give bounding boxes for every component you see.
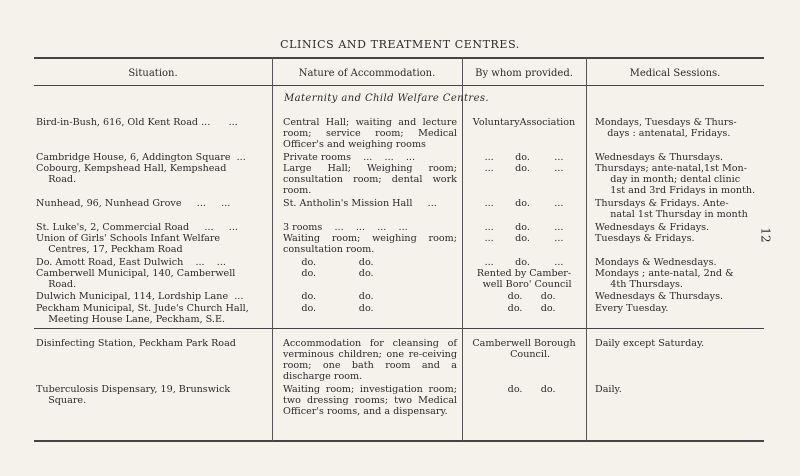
disinfecting-rule — [34, 328, 764, 329]
row-sessions: Wednesdays & Thursdays. — [595, 152, 724, 163]
row-nature: Central Hall; waiting and lecture room; service room; Medical Officer's and weighing rooms — [283, 117, 461, 150]
row-sessions: Thursdays; ante-natal,1st Mon- day in month; dental clinic 1st and 3rd Fridays in month. — [595, 163, 756, 196]
row-situation: Disinfecting Station, Peckham Park Road — [36, 338, 236, 349]
row-provided: do. do. — [492, 291, 556, 302]
row-situation: Union of Girls' Schools Infant Welfare Centres, 17, Peckham Road — [36, 233, 221, 255]
row-provided: Rented by Camber- well Boro' Council — [476, 268, 572, 290]
row-nature: Large Hall; Weighing room; consultation room; dental work room. — [283, 163, 461, 196]
row-nature: 3 rooms ... ... ... ... — [283, 222, 408, 233]
section-heading: Maternity and Child Welfare Centres. — [284, 93, 490, 104]
row-situation: Peckham Municipal, St. Jude's Church Hall, Meeting House Lane, Peckham, S.E. — [36, 303, 249, 325]
row-nature: do. do. — [283, 291, 374, 302]
row-provided: VoluntaryAssociation — [472, 117, 576, 128]
row-situation: Dulwich Municipal, 114, Lordship Lane ... — [36, 291, 244, 302]
row-sessions: Daily except Saturday. — [595, 338, 705, 349]
header-rule — [34, 85, 764, 86]
column-divider-3 — [586, 57, 587, 441]
row-situation: Cambridge House, 6, Addington Square ... — [36, 152, 246, 163]
row-nature: do. do. — [283, 268, 374, 279]
row-provided: Camberwell Borough Council. — [472, 338, 576, 360]
page-number: 12 — [758, 227, 773, 243]
row-provided: ... do. ... — [484, 152, 564, 163]
bottom-rule — [34, 440, 764, 442]
row-nature: do. do. — [283, 303, 374, 314]
row-provided: do. do. — [492, 384, 556, 395]
row-nature: Waiting room; investigation room; two dressing rooms; two Medical Officer's rooms, and a dispensary. — [283, 384, 461, 417]
row-provided: ... do. ... — [484, 257, 564, 268]
header-nature: Nature of Accommodation. — [298, 68, 436, 79]
column-divider-1 — [272, 57, 273, 441]
row-nature: St. Antholin's Mission Hall ... — [283, 198, 437, 209]
row-provided: ... do. ... — [484, 222, 564, 233]
row-sessions: Mondays ; ante-natal, 2nd & 4th Thursdays. — [595, 268, 734, 290]
header-situation: Situation. — [128, 68, 178, 79]
row-sessions: Wednesdays & Fridays. — [595, 222, 710, 233]
header-provided: By whom provided. — [475, 68, 573, 79]
row-situation: St. Luke's, 2, Commercial Road ... ... — [36, 222, 238, 233]
row-sessions: Every Tuesday. — [595, 303, 669, 314]
row-sessions: Wednesdays & Thursdays. — [595, 291, 724, 302]
row-nature: do. do. — [283, 257, 374, 268]
row-situation: Cobourg, Kempshead Hall, Kempshead Road. — [36, 163, 227, 185]
header-sessions: Medical Sessions. — [629, 68, 721, 79]
table-title: CLINICS AND TREATMENT CENTRES. — [280, 38, 520, 51]
row-sessions: Tuesdays & Fridays. — [595, 233, 695, 244]
row-provided: do. do. — [492, 303, 556, 314]
row-situation: Camberwell Municipal, 140, Camberwell Road. — [36, 268, 236, 290]
row-provided: ... do. ... — [484, 163, 564, 174]
row-situation: Tuberculosis Dispensary, 19, Brunswick Square. — [36, 384, 231, 406]
row-situation: Bird-in-Bush, 616, Old Kent Road ... ... — [36, 117, 238, 128]
row-provided: ... do. ... — [484, 233, 564, 244]
top-rule — [34, 57, 764, 59]
row-sessions: Mondays, Tuesdays & Thurs- days : antenatal, Fridays. — [595, 117, 737, 139]
column-divider-2 — [462, 57, 463, 441]
row-situation: Do. Amott Road, East Dulwich ... ... — [36, 257, 226, 268]
row-nature: Waiting room; weighing room; consultation room. — [283, 233, 461, 255]
row-sessions: Mondays & Wednesdays. — [595, 257, 717, 268]
row-sessions: Thursdays & Fridays. Ante- natal 1st Thursday in month — [595, 198, 748, 220]
row-provided: ... do. ... — [484, 198, 564, 209]
row-nature: Accommodation for cleansing of verminous children; one re-ceiving room; one bath room and a discharge room. — [283, 338, 461, 382]
row-situation: Nunhead, 96, Nunhead Grove ... ... — [36, 198, 231, 209]
row-nature: Private rooms ... ... ... — [283, 152, 416, 163]
row-sessions: Daily. — [595, 384, 622, 395]
